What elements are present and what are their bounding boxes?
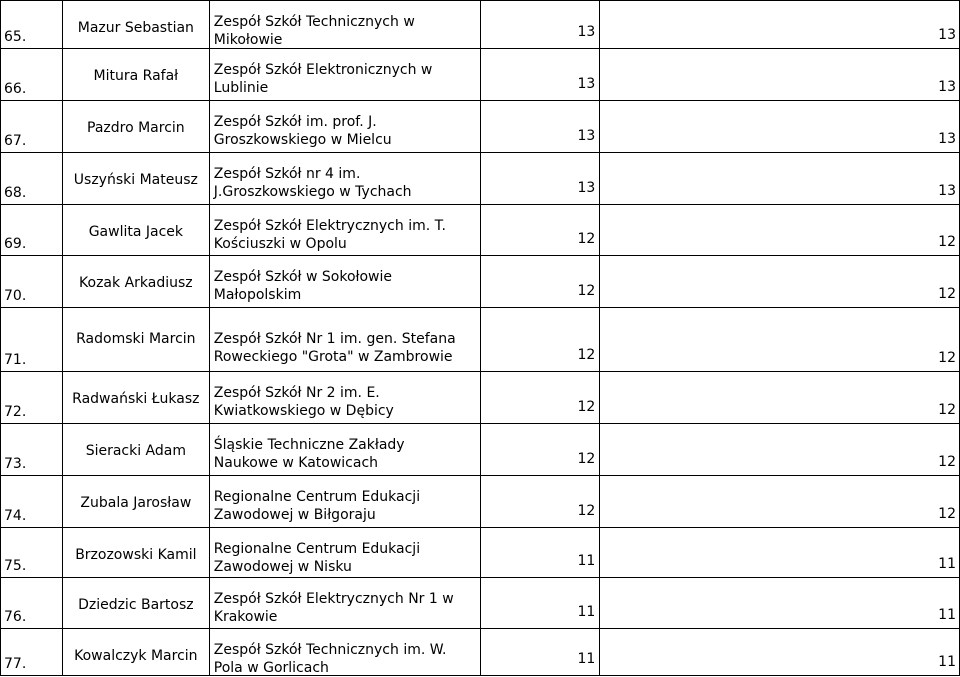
table-row [1, 49, 960, 101]
points-2: 13 [938, 27, 956, 43]
points-1: 12 [577, 399, 596, 415]
table-row [1, 629, 960, 676]
points-2: 12 [938, 454, 956, 470]
points-2: 12 [938, 506, 956, 522]
school-name: Regionalne Centrum Edukacji Zawodowej w Biłgoraju [213, 489, 421, 523]
participant-name: Kowalczyk Marcin [74, 648, 198, 664]
points-1: 12 [577, 451, 596, 467]
points-1: 12 [577, 503, 596, 519]
table-row [1, 101, 960, 153]
school-name: Zespół Szkół Technicznych w Mikołowie [213, 14, 415, 48]
table-row [1, 256, 960, 308]
row-number: 77. [4, 656, 27, 672]
school-name: Zespół Szkół Nr 2 im. E. Kwiatkowskiego w Dębicy [213, 385, 394, 419]
points-1: 11 [577, 651, 596, 667]
participant-name: Zubala Jarosław [80, 495, 192, 511]
participant-name: Gawlita Jacek [88, 224, 183, 240]
table-row [1, 424, 960, 476]
school-name: Regionalne Centrum Edukacji Zawodowej w Nisku [213, 541, 421, 575]
table-row [1, 153, 960, 205]
points-1: 13 [577, 24, 596, 40]
participant-name: Sieracki Adam [85, 443, 186, 459]
school-name: Zespół Szkół Nr 1 im. gen. Stefana Roweckiego "Grota" w Zambrowie [213, 331, 456, 365]
school-name: Zespół Szkół Elektrycznych im. T. Kościuszki w Opolu [213, 218, 446, 252]
school-name: Zespół Szkół Elektronicznych w Lublinie [213, 62, 433, 96]
points-1: 13 [577, 76, 596, 92]
points-1: 11 [577, 604, 596, 620]
row-number: 74. [4, 508, 27, 524]
points-2: 13 [938, 183, 956, 199]
points-2: 12 [938, 402, 956, 418]
table-row [1, 205, 960, 256]
points-2: 13 [938, 79, 956, 95]
points-2: 12 [938, 350, 956, 366]
row-number: 76. [4, 609, 27, 625]
row-number: 67. [4, 133, 27, 149]
row-number: 66. [4, 81, 27, 97]
participant-name: Dziedzic Bartosz [78, 597, 194, 613]
school-name: Zespół Szkół im. prof. J. Groszkowskiego w Mielcu [213, 114, 392, 148]
participant-name: Kozak Arkadiusz [79, 275, 193, 291]
row-number: 65. [4, 29, 27, 45]
row-number: 70. [4, 288, 27, 304]
participant-name: Pazdro Marcin [87, 120, 185, 136]
row-number: 72. [4, 404, 27, 420]
points-2: 12 [938, 286, 956, 302]
participant-name: Brzozowski Kamil [75, 547, 197, 563]
school-name: Śląskie Techniczne Zakłady Naukowe w Katowicach [213, 437, 405, 471]
row-number: 69. [4, 236, 27, 252]
points-2: 11 [938, 654, 956, 670]
participant-name: Mitura Rafał [93, 68, 179, 84]
points-2: 11 [938, 607, 956, 623]
points-2: 11 [938, 556, 956, 572]
points-2: 12 [938, 234, 956, 250]
points-1: 13 [577, 128, 596, 144]
row-number: 73. [4, 456, 27, 472]
points-2: 13 [938, 131, 956, 147]
school-name: Zespół Szkół Elektrycznych Nr 1 w Krakowie [213, 591, 454, 625]
points-1: 12 [577, 231, 596, 247]
school-name: Zespół Szkół nr 4 im. J.Groszkowskiego w Tychach [213, 166, 412, 200]
table-row [1, 476, 960, 528]
points-1: 11 [577, 553, 596, 569]
participant-name: Radomski Marcin [76, 331, 196, 347]
participant-name: Mazur Sebastian [77, 20, 194, 36]
participant-name: Radwański Łukasz [72, 391, 200, 407]
points-1: 12 [577, 283, 596, 299]
school-name: Zespół Szkół Technicznych im. W. Pola w Gorlicach [213, 642, 447, 676]
school-name: Zespół Szkół w Sokołowie Małopolskim [213, 269, 393, 303]
table-row [1, 308, 960, 372]
table-row [1, 1, 960, 49]
row-number: 75. [4, 558, 27, 574]
table-row [1, 528, 960, 578]
row-number: 71. [4, 352, 27, 368]
points-1: 12 [577, 347, 596, 363]
points-1: 13 [577, 180, 596, 196]
row-number: 68. [4, 185, 27, 201]
participant-name: Uszyński Mateusz [73, 172, 198, 188]
table-row [1, 372, 960, 424]
table-row [1, 578, 960, 629]
